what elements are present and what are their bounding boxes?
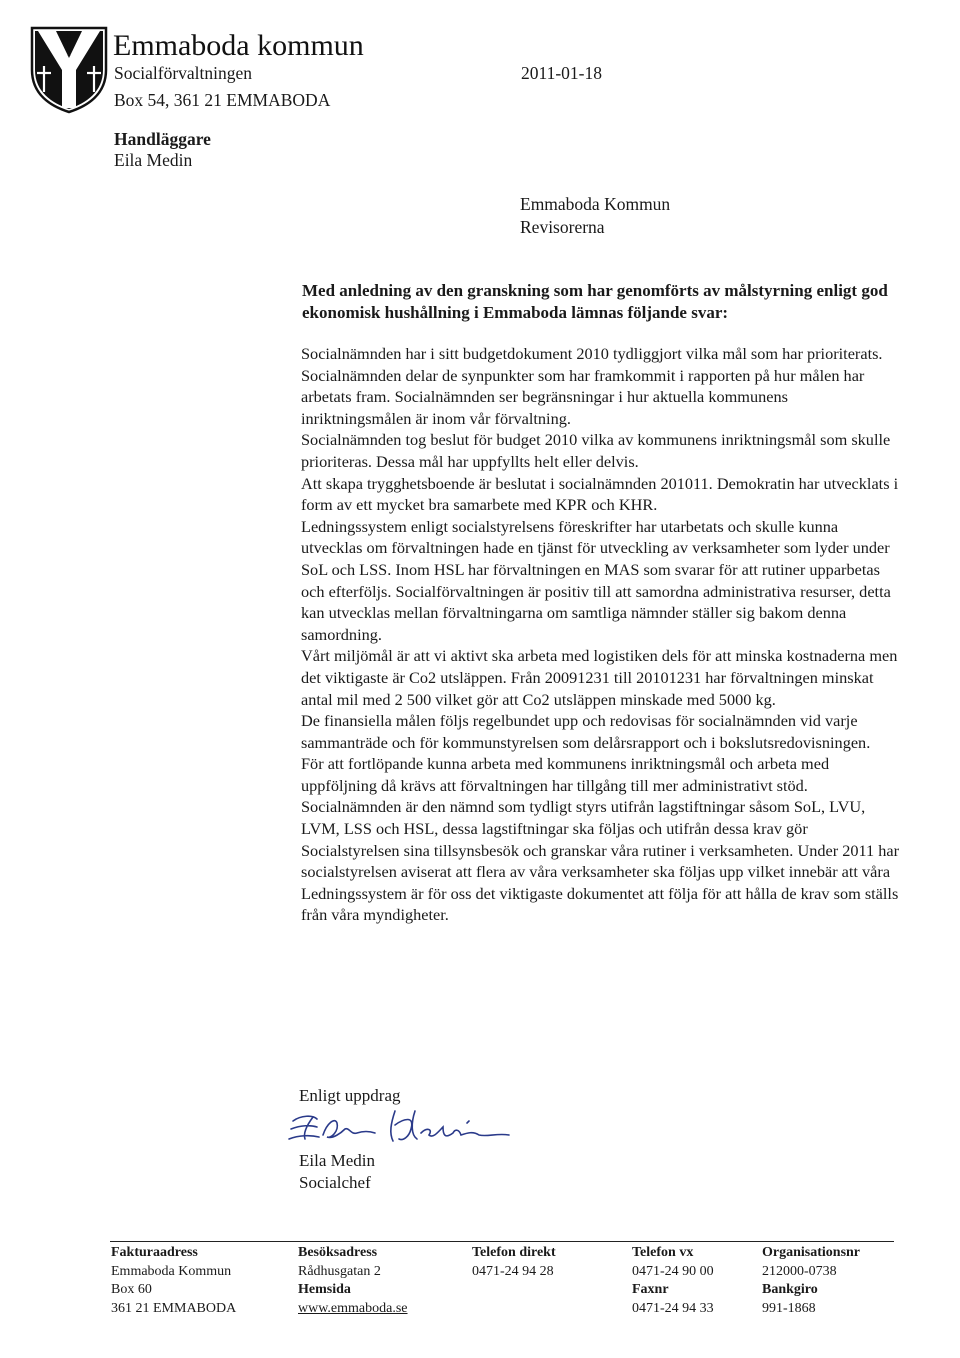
footer-organization-number bbox=[762, 1244, 860, 1318]
visit-address-value: Rådhusgatan 2 bbox=[298, 1263, 381, 1279]
fax-label: Faxnr bbox=[632, 1282, 669, 1297]
phone-switchboard-value: 0471-24 90 00 bbox=[632, 1263, 714, 1279]
signatory-title: Socialchef bbox=[299, 1173, 371, 1192]
body-paragraph: Socialnämnden har i sitt budgetdokument 2010 tydliggjort vilka mål som har prioriterats. Socialnämnden delar de synpunkter som har framkommit i rapporten på hur målen har arbetats fram. Socialnämnden ser begränsningar i hur aktuella kommunens inriktningsmålen är inom vår förvaltning. bbox=[301, 344, 883, 428]
phone-direct-label: Telefon direkt bbox=[472, 1245, 556, 1260]
handler-name: Eila Medin bbox=[114, 150, 193, 170]
handwritten-signature bbox=[283, 1105, 523, 1155]
organization-name: Emmaboda kommun bbox=[113, 29, 364, 62]
body-paragraph: Vårt miljömål är att vi aktivt ska arbeta med logistiken dels för att minska kostnaderna men det viktigaste är Co2 utsläppen. Från 20091231 till 20101231 har förvaltningen minskat antal mil med 2 500 vilket gör att Co2 utsläppen minskade med 5000 kg. bbox=[301, 646, 898, 709]
coat-of-arms-logo bbox=[30, 26, 108, 114]
letter-date: 2011-01-18 bbox=[521, 63, 603, 83]
invoice-address-line: Box 60 bbox=[111, 1282, 152, 1297]
letter-subject: Med anledning av den granskning som har genomförts av målstyrning enligt god ekonomisk hushållning i Emmaboda lämnas följande svar: bbox=[302, 281, 888, 322]
signatory-name: Eila Medin bbox=[299, 1151, 376, 1170]
body-paragraph: De finansiella målen följs regelbundet upp och redovisas för socialnämnden vid varje sammanträde och för kommunstyrelsen som delårsrapport och i bokslutsredovisningen. bbox=[301, 711, 871, 752]
sender-address: Box 54, 361 21 EMMABODA bbox=[114, 90, 331, 110]
closing-phrase: Enligt uppdrag bbox=[299, 1086, 401, 1105]
visit-address-label: Besöksadress bbox=[298, 1245, 378, 1260]
org-number-value: 212000-0738 bbox=[762, 1263, 837, 1279]
phone-direct-value: 0471-24 94 28 bbox=[472, 1263, 554, 1279]
fax-value: 0471-24 94 33 bbox=[632, 1300, 714, 1316]
bankgiro-label: Bankgiro bbox=[762, 1282, 818, 1297]
handler-label: Handläggare bbox=[114, 129, 211, 149]
invoice-address-line: Emmaboda Kommun bbox=[111, 1263, 232, 1279]
footer-invoice-address bbox=[111, 1244, 236, 1318]
body-paragraph: Socialnämnden är den nämnd som tydligt styrs utifrån lagstiftningar såsom SoL, LVU, LVM, LSS och HSL, dessa lagstiftningar ska följas och utifrån dessa krav gör Socialstyrelsen sina tillsynsbesök och granskar våra rutiner i verksamheten. Under 2011 har socialstyrelsen aviserat att flera av våra verksamheter ska följas upp vilket innebär att våra Ledningssystem är för oss det viktigaste dokumentet att följa för att hålla de krav som ställs från våra myndigheter. bbox=[301, 797, 900, 925]
footer-visit-address bbox=[298, 1244, 408, 1318]
body-paragraph: Socialnämnden tog beslut för budget 2010 vilka av kommunens inriktningsmål som skulle prioriteras. Dessa mål har uppfyllts helt eller delvis. bbox=[301, 430, 891, 471]
phone-switchboard-label: Telefon vx bbox=[632, 1245, 694, 1260]
bankgiro-value: 991-1868 bbox=[762, 1300, 816, 1316]
recipient-line-2: Revisorerna bbox=[520, 217, 605, 237]
department-name: Socialförvaltningen bbox=[114, 63, 253, 83]
body-paragraph: Att skapa trygghetsboende är beslutat i socialnämnden 201011. Demokratin har utvecklats i form av ett mycket bra samarbete med KPR och KHR. bbox=[301, 473, 899, 515]
invoice-address-label: Fakturaadress bbox=[111, 1245, 198, 1260]
footer-divider bbox=[110, 1241, 894, 1242]
website-label: Hemsida bbox=[298, 1282, 351, 1297]
website-link[interactable]: www.emmaboda.se bbox=[298, 1300, 408, 1316]
body-paragraph: Ledningssystem enligt socialstyrelsens föreskrifter har utarbetats och skulle kunna utvecklas om förvaltningen hade en tjänst för utveckling av verksamheter som lyder under SoL och LSS. Inom HSL har förvaltningen en MAS som svarar för att rutiner upparbetas och efterföljs. Socialförvaltningen är positiv till att samordna administrativa resurser, detta kan utvecklas mellan förvaltningarna om samtliga nämnder ställer sig bakom denna samordning. bbox=[301, 516, 891, 644]
recipient-line-1: Emmaboda Kommun bbox=[520, 194, 671, 214]
invoice-address-line: 361 21 EMMABODA bbox=[111, 1300, 237, 1316]
org-number-label: Organisationsnr bbox=[762, 1245, 861, 1260]
footer-phone-direct bbox=[472, 1244, 556, 1281]
body-paragraph: För att fortlöpande kunna arbeta med kommunens inriktningsmål och arbeta med uppföljning då krävs att förvaltningen har tillgång till mer administrativt stöd. bbox=[301, 754, 830, 795]
letter-body bbox=[301, 343, 901, 926]
footer-phone-switchboard bbox=[632, 1244, 714, 1318]
